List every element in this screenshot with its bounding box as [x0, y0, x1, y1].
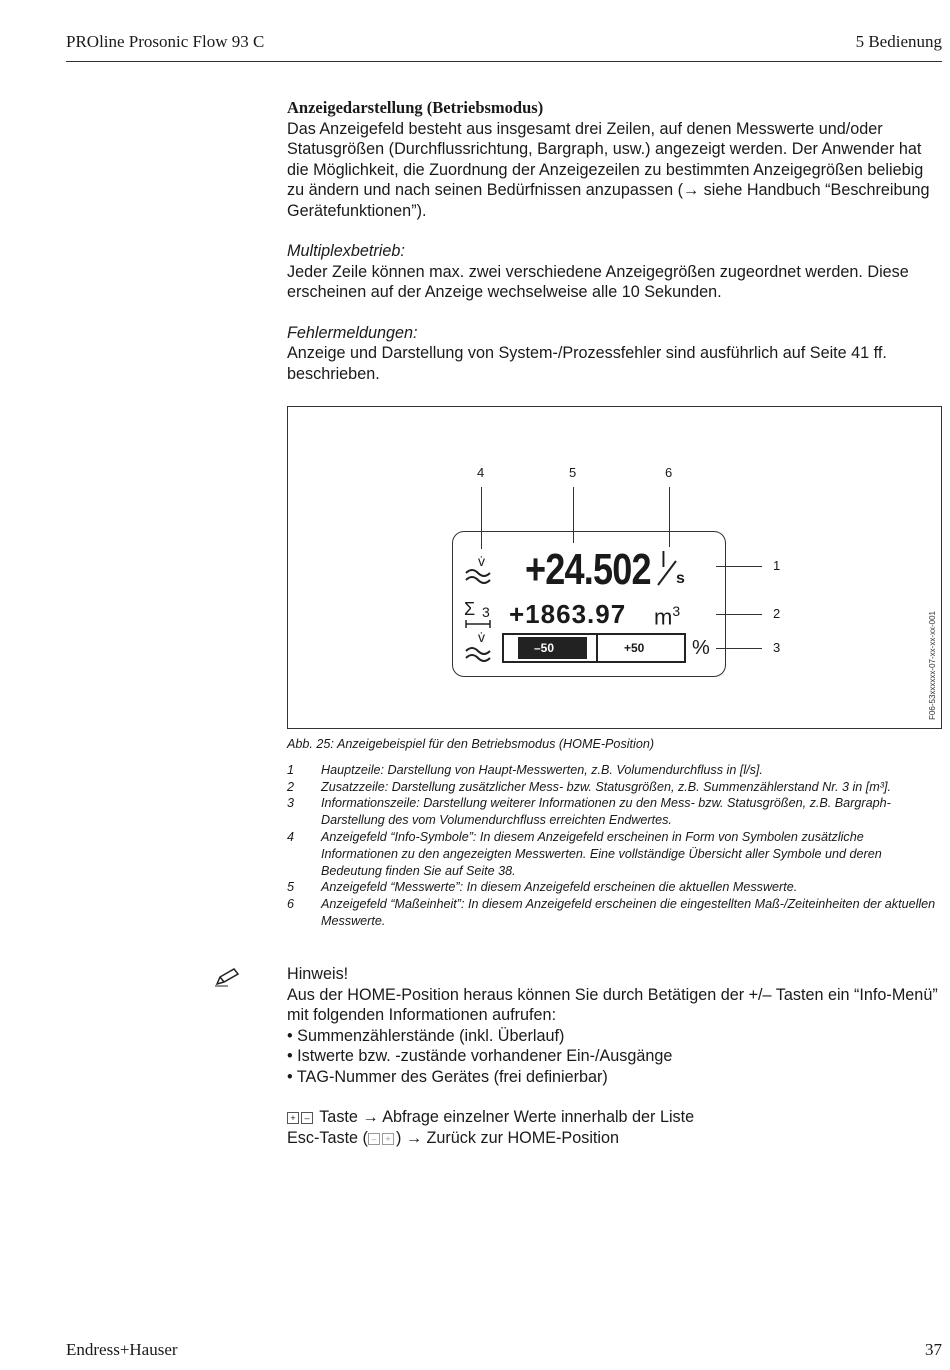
main-value: +24.502: [525, 545, 651, 594]
key-line-2: [287, 1128, 942, 1149]
display-figure: [287, 406, 942, 729]
note-bullet: • Summenzählerstände (inkl. Überlauf): [287, 1026, 942, 1047]
key-line-1-text: Taste → Abfrage einzelner Werte innerhalb der Liste: [319, 1108, 695, 1126]
legend-number: 6: [287, 897, 295, 912]
page-number: 37: [925, 1340, 942, 1359]
flow-symbol-row3: v̇: [478, 629, 485, 645]
bargraph-unit: %: [692, 637, 710, 659]
legend-text: Zusatzzeile: Darstellung zusätzlicher Mess- bzw. Statusgrößen, z.B. Summenzählerstand Nr. 3 in [m³].: [321, 779, 891, 794]
wave-icon-row1: [464, 567, 494, 585]
plus-key-grey-icon: +: [382, 1133, 394, 1145]
legend-item: [287, 762, 942, 779]
callout-1: 1: [773, 558, 781, 573]
section-body: [287, 98, 942, 404]
legend-text: Anzeigefeld “Maßeinheit”: In diesem Anzeigefeld erscheinen die eingestellten Maß-/Zeiteinheiten der aktuellen Messwerte.: [321, 897, 936, 928]
legend-text: Informationszeile: Darstellung weiterer Informationen zu den Mess- bzw. Statusgrößen, z.B. Bargraph-Darstellung des vom Volumendurchfluss erreichten Endwertes.: [321, 796, 891, 828]
sub-value: +1863.97: [509, 599, 627, 629]
legend-number: 4: [287, 829, 295, 844]
callout-2: 2: [773, 606, 781, 621]
plus-key-icon: +: [287, 1112, 299, 1124]
page-header: [66, 30, 942, 62]
callout-3: 3: [773, 640, 781, 655]
legend-text: Hauptzeile: Darstellung von Haupt-Messwerten, z.B. Volumendurchfluss in [l/s].: [321, 762, 763, 777]
intro-paragraph: Das Anzeigefeld besteht aus insgesamt drei Zeilen, auf denen Messwerte und/oder Statusgrößen (Durchflussrichtung, Bargraph, usw.) angezeigt werden. Der Anwender hat die Möglichkeit, die Zuordnung der Anzeigezeilen zu bestimmten Anzeigegrößen beliebig zu ändern und nach seinen Bedürfnissen anzupassen (→ siehe Handbuch “Beschreibung Gerätefunktionen”).: [287, 119, 930, 220]
callout-5: 5: [569, 465, 577, 480]
errors-title: Fehlermeldungen:: [287, 323, 418, 342]
main-unit-top: l: [661, 547, 666, 572]
sub-unit: $m^3$: [654, 603, 681, 630]
legend-text: Anzeigefeld “Info-Symbole”: In diesem Anzeigefeld erscheinen in Form von Symbolen zusätzliche Informationen zu den angezeigten Messwerten. Eine vollständige Übersicht aller Symbole und deren Bedeutung finden Sie auf Seite 38.: [321, 829, 882, 878]
note-bullet: • Istwerte bzw. -zustände vorhandener Ein-/Ausgänge: [287, 1046, 942, 1067]
multiplex-title: Multiplexbetrieb:: [287, 242, 405, 260]
bargraph-divider: [596, 633, 598, 663]
legend-item: [287, 879, 942, 896]
legend-number: 3: [287, 796, 295, 811]
key-line-2-prefix: Esc-Taste (: [287, 1128, 368, 1147]
figure-caption: [287, 736, 942, 930]
note-text: Aus der HOME-Position heraus können Sie durch Betätigen der +/– Tasten ein “Info-Menü” mit folgenden Informationen aufrufen:: [287, 985, 938, 1024]
header-title: PROline Prosonic Flow 93 C: [66, 32, 265, 51]
legend-text: Anzeigefeld “Messwerte”: In diesem Anzeigefeld erscheinen die aktuellen Messwerte.: [321, 880, 798, 895]
key-line-2-text: ) → Zurück zur HOME-Position: [395, 1128, 620, 1147]
minus-key-grey-icon: –: [368, 1133, 380, 1145]
totalizer-symbol: Σ: [464, 599, 476, 619]
totalizer-index: 3: [482, 604, 490, 620]
note-block: [287, 964, 942, 1148]
legend-number: 5: [287, 880, 295, 895]
minus-key-icon: –: [301, 1112, 313, 1124]
callout-6: 6: [665, 465, 673, 480]
wave-icon-row3: [464, 645, 494, 663]
bargraph-label-left: –50: [534, 641, 555, 655]
double-arrow-icon: [464, 619, 492, 629]
caption-title: Abb. 25: Anzeigebeispiel für den Betriebsmodus (HOME-Position): [287, 737, 655, 751]
pencil-icon: [214, 966, 242, 988]
callout-4: 4: [477, 465, 485, 480]
legend-list: [287, 762, 942, 930]
note-bullet: • TAG-Nummer des Gerätes (frei definierbar): [287, 1067, 942, 1088]
legend-item: [287, 779, 942, 796]
figure-code: F06-53xxxxxx-07-xx-xx-xx-001: [928, 611, 937, 720]
section-heading: Anzeigedarstellung (Betriebsmodus): [287, 98, 544, 117]
errors-paragraph: Anzeige und Darstellung von System-/Prozessfehler sind ausführlich auf Seite 41 ff. beschrieben.: [287, 344, 887, 383]
key-line-1: [287, 1107, 942, 1128]
main-unit-bottom: s: [676, 570, 685, 587]
legend-item: [287, 795, 942, 829]
legend-number: 1: [287, 762, 295, 777]
bargraph: [502, 633, 686, 663]
legend-item: [287, 829, 942, 879]
flow-symbol-row1: v̇: [478, 553, 485, 569]
footer-brand: Endress+Hauser: [66, 1340, 178, 1359]
multiplex-paragraph: Jeder Zeile können max. zwei verschiedene Anzeigegrößen zugeordnet werden. Diese erscheinen auf der Anzeige wechselweise alle 10 Sekunden.: [287, 262, 909, 301]
legend-item: [287, 896, 942, 930]
bargraph-label-right: +50: [624, 641, 645, 655]
note-bullets: [287, 1026, 942, 1088]
header-chapter: 5 Bedienung: [855, 32, 942, 51]
legend-number: 2: [287, 779, 295, 794]
note-title: Hinweis!: [287, 965, 349, 983]
